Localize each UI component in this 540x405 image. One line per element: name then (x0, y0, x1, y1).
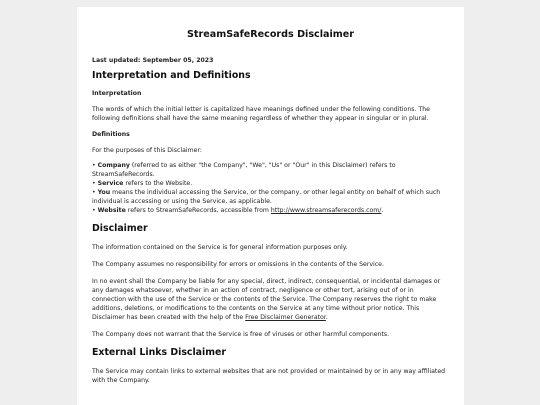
definitions-list (92, 161, 449, 215)
external-paragraph-1: The Service may contain links to external websites that are not provided or maintained by or in any way affiliated with the Company. (92, 368, 446, 384)
interpretation-text: The words of which the initial letter is capitalized have meanings defined under the following conditions. The following definitions shall have the same meaning regardless of whether they appear in singular or in plural. (92, 106, 430, 122)
disclaimer-paragraph-2: The Company assumes no responsibility for errors or omissions in the contents of the Service. (92, 261, 384, 268)
definition-text: (referred to as either "the Company", "We", "Us" or "Our" in this Disclaimer) refers to StreamSafeRecords. (92, 162, 396, 178)
last-updated: Last updated: September 05, 2023 (92, 57, 214, 64)
disclaimer-paragraph-3-after: . (325, 314, 328, 321)
definition-text-after: . (381, 207, 384, 214)
definition-you: • You means the individual accessing the Service, or the company, or other legal entity on behalf of which such individual is accessing or using the Service, as applicable. (92, 189, 441, 205)
disclaimer-paragraph-3 (92, 277, 449, 322)
document-page (77, 7, 464, 405)
page-title: StreamSafeRecords Disclaimer (186, 29, 355, 40)
document-content (92, 29, 449, 393)
definition-label: Website (97, 207, 126, 214)
definition-text: refers to the Website. (123, 180, 193, 187)
definition-website: • Website refers to StreamSafeRecords, accessible from http://www.streamsaferecords.com/. (92, 207, 384, 214)
disclaimer-paragraph-3-text: In no event shall the Company be liable for any special, direct, indirect, consequential, or incidental damages or any damages whatsoever, whether in an action of contract, negligence or other tort, arising out of or in connection with the use of the Service or the contents of the Service. The Company reserves the right to make additions, deletions, or modifications to the contents on the Service at any time without prior notice. This Disclaimer has been created with the help of the (92, 278, 441, 321)
free-disclaimer-generator-link[interactable]: Free Disclaimer Generator (245, 314, 326, 321)
website-link[interactable]: http://www.streamsaferecords.com/ (270, 207, 382, 214)
disclaimer-paragraph-4: The Company does not warrant that the Service is free of viruses or other harmful components. (92, 331, 390, 338)
definition-company: • Company (referred to as either "the Company", "We", "Us" or "Our" in this Disclaimer) refers to StreamSafeRecords. (92, 162, 396, 178)
heading-disclaimer: Disclaimer (92, 223, 148, 234)
disclaimer-paragraph-1: The information contained on the Service is for general information purposes only. (92, 244, 348, 251)
heading-external-links: External Links Disclaimer (92, 347, 226, 358)
subheading-definitions: Definitions (92, 131, 130, 138)
definition-label: Service (97, 180, 124, 187)
definitions-intro: For the purposes of this Disclaimer: (92, 147, 202, 154)
definition-label: Company (97, 162, 130, 169)
subheading-interpretation: Interpretation (92, 90, 142, 97)
definition-text: refers to StreamSafeRecords, accessible from (125, 207, 271, 214)
definition-service: • Service refers to the Website. (92, 180, 193, 187)
definition-text: means the individual accessing the Service, or the company, or other legal entity on behalf of which such individual is accessing or using the Service, as applicable. (92, 189, 441, 205)
heading-interpretation-definitions: Interpretation and Definitions (92, 70, 251, 81)
definition-label: You (97, 189, 111, 196)
